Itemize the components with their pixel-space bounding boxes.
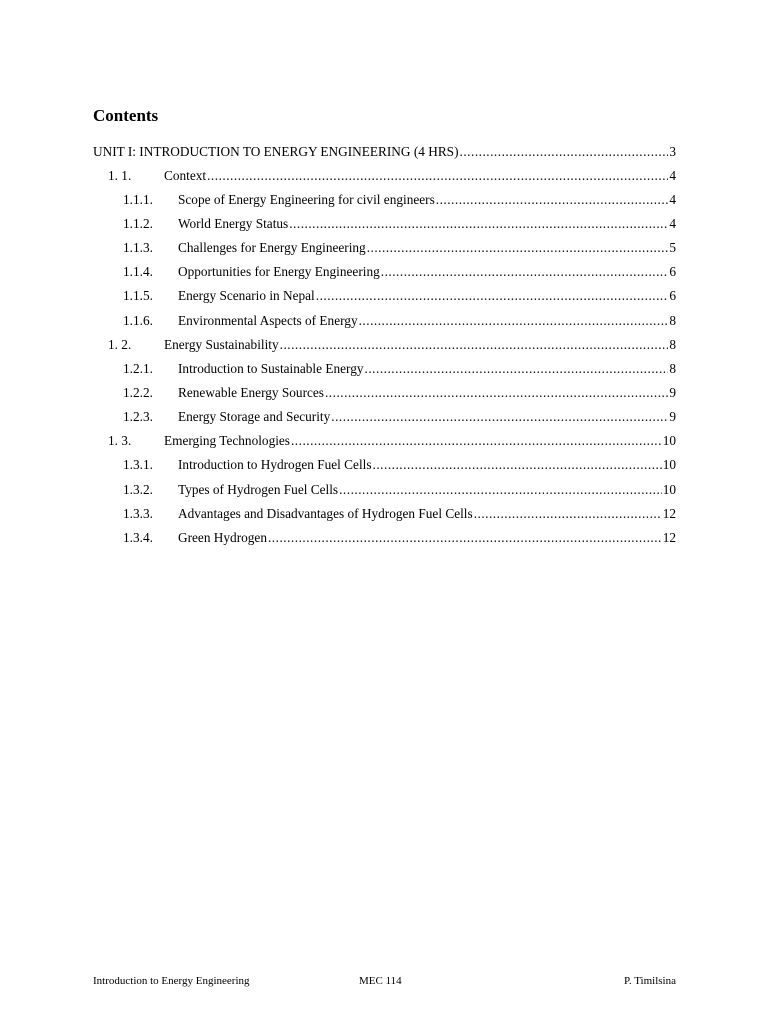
toc-dot-leader	[365, 361, 669, 377]
toc-entry-page: 10	[662, 433, 676, 448]
toc-entry-number: 1.2.2.	[123, 385, 153, 400]
toc-entry-title: Advantages and Disadvantages of Hydrogen Fuel Cells	[178, 506, 473, 521]
footer-course-title: Introduction to Energy Engineering	[93, 975, 250, 987]
toc-entry-page: 6	[669, 288, 676, 303]
footer-author: P. Timilsina	[624, 975, 676, 987]
toc-dot-leader	[316, 288, 669, 304]
toc-entry-page: 12	[662, 506, 676, 521]
toc-entry-title: Context	[164, 168, 207, 183]
toc-entry-title: Green Hydrogen	[178, 530, 267, 545]
toc-entry-number: 1.3.4.	[123, 530, 153, 545]
toc-entry-title: World Energy Status	[178, 216, 289, 231]
footer-course-code: MEC 114	[359, 975, 402, 987]
toc-entry-page: 4	[669, 168, 676, 183]
toc-entry-title: Energy Storage and Security	[178, 409, 331, 424]
toc-entry-title: Challenges for Energy Engineering	[178, 240, 366, 255]
toc-entry-number: 1.3.2.	[123, 482, 153, 497]
toc-entry-1-3-4[interactable]	[123, 530, 676, 546]
toc-entry-1-1-2[interactable]	[123, 216, 676, 232]
toc-entry-page: 8	[669, 313, 676, 328]
toc-dot-leader	[367, 240, 669, 256]
toc-dot-leader	[339, 482, 662, 498]
toc-entry-1-1-1[interactable]	[123, 192, 676, 208]
toc-dot-leader	[436, 192, 669, 208]
toc-dot-leader	[381, 264, 669, 280]
toc-dot-leader	[373, 457, 662, 473]
toc-entry-title: Environmental Aspects of Energy	[178, 313, 358, 328]
toc-entry-1-1[interactable]	[108, 168, 676, 184]
toc-dot-leader	[291, 433, 662, 449]
toc-entry-page: 8	[669, 361, 676, 376]
toc-entry-number: 1.1.6.	[123, 313, 153, 328]
toc-entry-number: 1. 3.	[108, 433, 132, 448]
toc-dot-leader	[325, 385, 668, 401]
toc-entry-page: 9	[669, 385, 676, 400]
toc-entry-number: 1.3.3.	[123, 506, 153, 521]
toc-entry-title: UNIT I: INTRODUCTION TO ENERGY ENGINEERING (4 HRS)	[93, 144, 459, 159]
toc-entry-number: 1.1.4.	[123, 264, 153, 279]
toc-entry-1-1-6[interactable]	[123, 313, 676, 329]
toc-entry-title: Scope of Energy Engineering for civil engineers	[178, 192, 435, 207]
toc-entry-page: 5	[669, 240, 676, 255]
toc-entry-1-3[interactable]	[108, 433, 676, 449]
toc-entry-page: 3	[669, 144, 676, 159]
toc-dot-leader	[289, 216, 668, 232]
toc-entry-number: 1.1.3.	[123, 240, 153, 255]
toc-entry-title: Energy Scenario in Nepal	[178, 288, 315, 303]
page-footer	[93, 975, 676, 991]
toc-entry-page: 6	[669, 264, 676, 279]
toc-entry-page: 4	[669, 192, 676, 207]
toc-dot-leader	[359, 313, 669, 329]
toc-entry-1-3-2[interactable]	[123, 482, 676, 498]
toc-entry-number: 1.1.5.	[123, 288, 153, 303]
toc-entry-number: 1.2.3.	[123, 409, 153, 424]
toc-entry-1-1-5[interactable]	[123, 288, 676, 304]
toc-entry-unit-1[interactable]	[93, 144, 676, 160]
toc-entry-1-2[interactable]	[108, 337, 676, 353]
toc-dot-leader	[268, 530, 662, 546]
toc-entry-1-2-3[interactable]	[123, 409, 676, 425]
toc-dot-leader	[207, 168, 668, 184]
toc-entry-number: 1.3.1.	[123, 457, 153, 472]
toc-entry-title: Types of Hydrogen Fuel Cells	[178, 482, 339, 497]
toc-entry-page: 12	[662, 530, 676, 545]
toc-entry-1-3-1[interactable]	[123, 457, 676, 473]
toc-dot-leader	[474, 506, 662, 522]
toc-dot-leader	[460, 144, 669, 160]
toc-entry-1-1-3[interactable]	[123, 240, 676, 256]
toc-entry-title: Emerging Technologies	[164, 433, 290, 448]
toc-entry-1-3-3[interactable]	[123, 506, 676, 522]
toc-entry-title: Renewable Energy Sources	[178, 385, 324, 400]
toc-entry-1-2-2[interactable]	[123, 385, 676, 401]
toc-entry-title: Introduction to Hydrogen Fuel Cells	[178, 457, 372, 472]
toc-entry-number: 1. 1.	[108, 168, 132, 183]
toc-dot-leader	[280, 337, 669, 353]
toc-entry-title: Energy Sustainability	[164, 337, 279, 352]
page-title: Contents	[93, 106, 159, 125]
toc-entry-number: 1.1.2.	[123, 216, 153, 231]
toc-entry-page: 4	[669, 216, 676, 231]
toc-entry-1-2-1[interactable]	[123, 361, 676, 377]
toc-entry-page: 10	[662, 457, 676, 472]
toc-entry-number: 1.2.1.	[123, 361, 153, 376]
toc-entry-1-1-4[interactable]	[123, 264, 676, 280]
toc-entry-page: 8	[669, 337, 676, 352]
toc-entry-number: 1.1.1.	[123, 192, 153, 207]
toc-dot-leader	[331, 409, 668, 425]
toc-entry-title: Introduction to Sustainable Energy	[178, 361, 364, 376]
toc-entry-number: 1. 2.	[108, 337, 132, 352]
toc-entry-title: Opportunities for Energy Engineering	[178, 264, 380, 279]
toc-entry-page: 9	[669, 409, 676, 424]
toc-entry-page: 10	[662, 482, 676, 497]
